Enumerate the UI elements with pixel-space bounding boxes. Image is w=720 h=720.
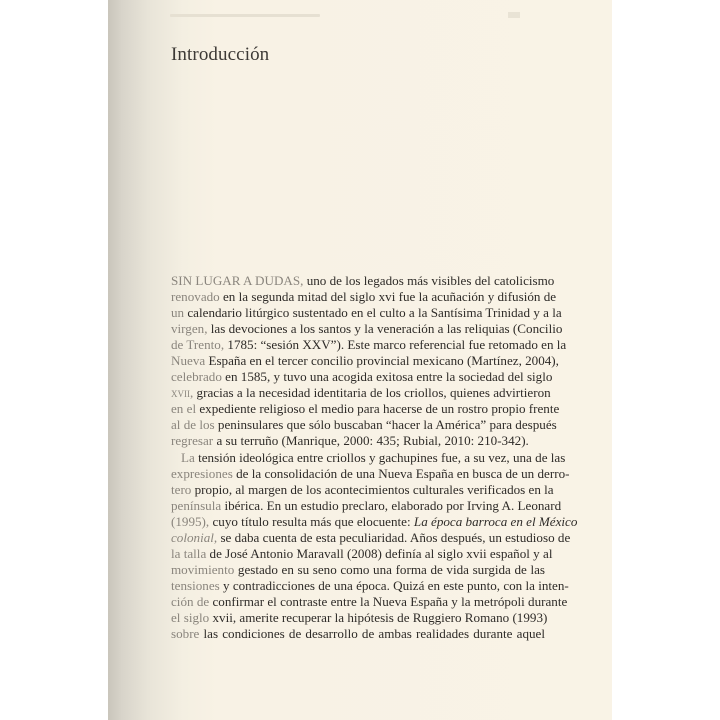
text-line (171, 545, 553, 562)
line-start: al de los (171, 417, 215, 433)
line-text: confirmar el contraste entre la Nueva España y la metrópoli durante (209, 593, 568, 609)
line-start: expresiones (171, 465, 233, 481)
text-line (171, 353, 559, 369)
text-line (171, 529, 571, 546)
text-line (171, 337, 567, 353)
text-line (171, 497, 562, 514)
line-text: peninsulares que sólo buscaban “hacer la América” para después (214, 417, 557, 433)
line-start: ción de (171, 593, 210, 609)
line-start: la talla (171, 545, 207, 561)
line-start: xvii, (171, 385, 194, 401)
text-line (171, 305, 562, 321)
section-title: Introducción (171, 44, 270, 65)
text-line (171, 321, 563, 337)
book-title-italic: La época barroca en el México (413, 513, 578, 529)
line-start: (1995), (171, 513, 210, 529)
line-text: tensión ideológica entre criollos y gachupines fue, a su vez, una de las (194, 449, 566, 465)
text-line (171, 289, 557, 305)
line-start: tensiones (171, 577, 220, 593)
line-text: y contradicciones de una época. Quizá en este punto, con la inten- (219, 577, 569, 593)
line-text: expediente religioso el medio para hacerse de un rostro propio frente (196, 401, 560, 417)
line-text: las devociones a los santos y la veneración a las reliquias (Concilio (207, 321, 563, 337)
book-title-italic: colonial, (171, 529, 218, 545)
body-text (171, 273, 578, 642)
line-text: gracias a la necesidad identitaria de los criollos, quienes advirtieron (193, 385, 551, 401)
text-line (171, 401, 560, 417)
text-line (171, 385, 551, 401)
line-start: de Trento, (171, 337, 225, 353)
text-line (171, 369, 553, 385)
line-text: 1785: “sesión XXV”). Este marco referencial fue retomado en la (224, 337, 567, 353)
text-line (171, 273, 555, 289)
page-number (508, 12, 520, 18)
line-text: ibérica. En un estudio preclaro, elaborado por Irving A. Leonard (221, 497, 562, 513)
book-page (108, 0, 612, 720)
text-line (171, 433, 545, 449)
text-line (171, 626, 545, 642)
running-head (170, 14, 320, 17)
text-line (171, 481, 554, 498)
line-start: movimiento (171, 561, 235, 577)
line-text: de la consolidación de una Nueva España en busca de un derro- (232, 465, 570, 481)
line-start: renovado (171, 289, 220, 305)
line-text: calendario litúrgico sustentado en el culto a la Santísima Trinidad y a la (184, 305, 562, 321)
line-text: a su terruño (Manrique, 2000: 435; Rubial, 2010: 210-342). (213, 433, 529, 449)
text-line (171, 449, 566, 466)
line-text: de José Antonio Maravall (2008) definía al siglo xvii español y al (206, 545, 553, 561)
line-start: sobre (171, 626, 200, 642)
line-text: se daba cuenta de esta peculiaridad. Años después, un estudioso de (217, 529, 571, 545)
line-text: gestado en su seno como una forma de vida surgida de las (234, 561, 545, 577)
text-line (171, 593, 568, 610)
text-line (171, 417, 557, 433)
line-start: península (171, 497, 222, 513)
line-start: en el (171, 401, 197, 417)
line-start: La (181, 449, 195, 465)
text-line (171, 609, 548, 626)
line-text: en la segunda mitad del siglo xvi fue la acuñación y difusión de (219, 289, 557, 305)
line-text: propio, al margen de los acontecimientos culturales verificados en la (191, 481, 554, 497)
line-start: un (171, 305, 185, 321)
line-text: cuyo título resulta más que elocuente: (209, 513, 414, 529)
line-start: virgen, (171, 321, 208, 337)
line-start: celebrado (171, 369, 222, 385)
paragraph-1 (171, 273, 567, 450)
text-line (171, 577, 569, 594)
line-start: regresar (171, 433, 214, 449)
line-start: SIN LUGAR A DUDAS, (171, 273, 304, 288)
text-line (171, 465, 570, 482)
line-start: Nueva (171, 353, 206, 369)
line-start: tero (171, 481, 192, 497)
line-text: en 1585, y tuvo una acogida exitosa entre la sociedad del siglo (221, 369, 553, 385)
line-text: uno de los legados más visibles del catolicismo (303, 273, 555, 288)
line-text: España en el tercer concilio provincial mexicano (Martínez, 2004), (205, 353, 559, 369)
text-line (171, 513, 578, 530)
line-start: el siglo (171, 609, 210, 625)
line-text: las condiciones de desarrollo de ambas realidades durante aquel (199, 626, 545, 642)
text-line (171, 562, 545, 578)
paragraph-2 (171, 449, 578, 643)
line-text: xvii, amerite recuperar la hipótesis de Ruggiero Romano (1993) (209, 609, 548, 625)
